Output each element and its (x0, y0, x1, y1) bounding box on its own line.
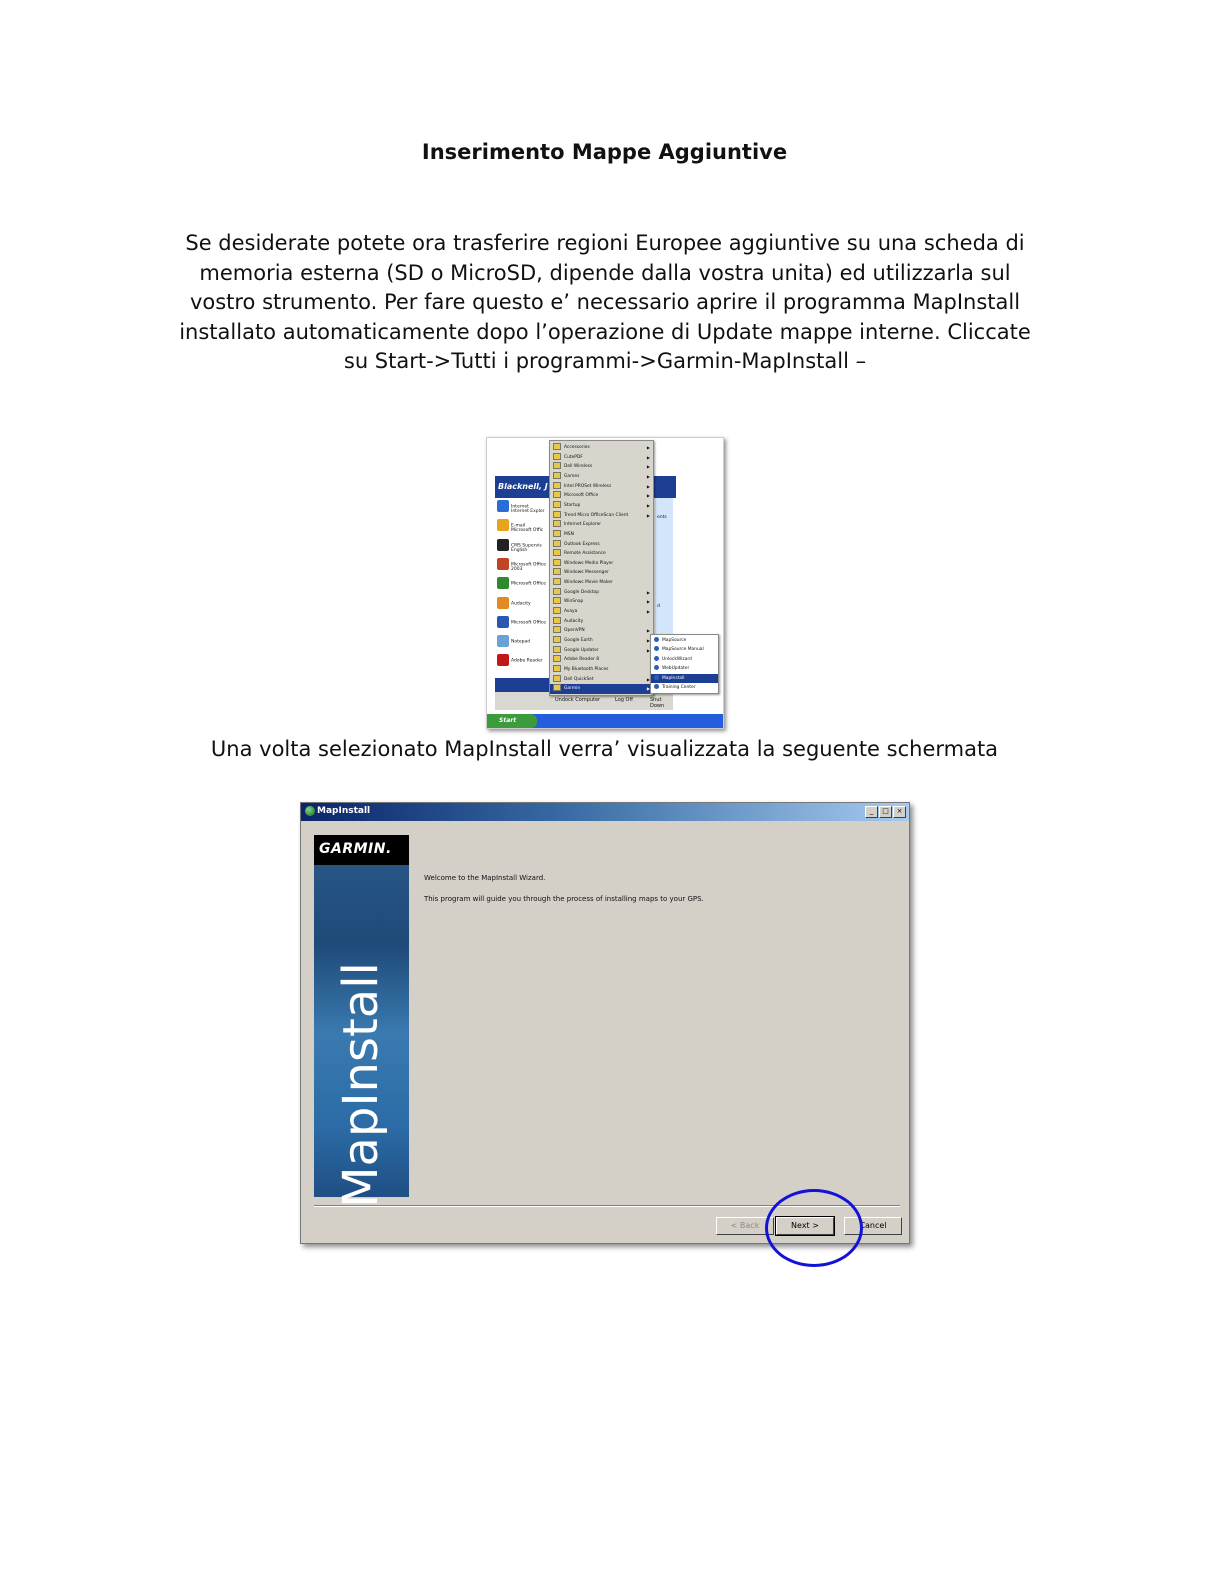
program-icon (497, 616, 509, 628)
folder-icon (553, 597, 561, 604)
start-button[interactable]: Start (487, 714, 537, 728)
program-menu-label: Remote Assistance (564, 551, 606, 557)
program-menu-label: Windows Media Player (564, 560, 614, 566)
program-menu-item[interactable] (550, 453, 653, 463)
intro-paragraph: Se desiderate potete ora trasferire regioni Europee aggiuntive su una scheda di memoria esterna (SD o MicroSD, dipende dalla vostra unita) ed utilizzarla sul vostro strumento. Per fare questo e’ necessario aprire il programma MapInstall installato automaticamente dopo l’operazione di Update mappe interne. Cliccate su Start->Tutti i programmi->Garmin-MapInstall – (179, 231, 1031, 373)
all-programs-menu (549, 440, 654, 696)
garmin-submenu-item[interactable] (651, 636, 718, 646)
submenu-arrow-icon: ▶ (646, 502, 650, 508)
pinned-program-sublabel: English (511, 547, 528, 553)
folder-icon (553, 530, 561, 537)
submenu-arrow-icon: ▶ (646, 609, 650, 615)
program-menu-label: Outlook Express (564, 541, 600, 547)
next-button[interactable]: Next > (776, 1217, 834, 1235)
program-icon (497, 558, 509, 570)
program-menu-label: Adobe Reader 8 (564, 657, 600, 663)
pinned-program-label: Audacity (511, 601, 531, 606)
program-menu-item[interactable] (550, 472, 653, 482)
submenu-arrow-icon: ▶ (646, 512, 650, 518)
pinned-program[interactable] (497, 558, 557, 572)
program-icon (497, 635, 509, 647)
program-menu-item[interactable] (550, 501, 653, 511)
folder-icon (553, 501, 561, 508)
folder-icon (553, 462, 561, 469)
minimize-button[interactable]: _ (865, 806, 878, 818)
pinned-program-label: Internet (511, 504, 529, 510)
pinned-program[interactable] (497, 635, 557, 647)
folder-icon (553, 549, 561, 556)
garmin-submenu-item[interactable] (651, 645, 718, 655)
pinned-program-label: E-mail (511, 523, 526, 529)
program-menu-item[interactable] (550, 675, 653, 685)
program-menu-label: Accessories (564, 445, 590, 450)
folder-icon (553, 636, 561, 643)
program-menu-item[interactable] (550, 636, 653, 646)
program-menu-label: Games (564, 473, 580, 479)
logoff-button[interactable]: Log Off (615, 697, 633, 703)
pinned-program-label: CMS Supervis (511, 543, 542, 549)
garmin-submenu-label: MapInstall (662, 675, 685, 681)
folder-icon (553, 588, 561, 595)
garmin-submenu-item[interactable] (651, 664, 718, 674)
program-menu-label: Audacity (564, 618, 584, 624)
program-menu-item[interactable] (550, 511, 653, 521)
submenu-arrow-icon: ▶ (646, 464, 650, 470)
folder-icon (553, 607, 561, 614)
folder-icon (553, 520, 561, 527)
program-menu-label: Windows Messenger (564, 570, 609, 576)
window-title: MapInstall (317, 806, 371, 816)
submenu-arrow-icon: ▶ (646, 638, 650, 643)
caption: Una volta selezionato MapInstall verra’ visualizzata la seguente schermata (210, 737, 999, 761)
program-menu-label: OpenVPN (564, 628, 585, 634)
pinned-program-sublabel: Microsoft Offic (511, 528, 544, 534)
submenu-arrow-icon: ▶ (646, 483, 650, 489)
garmin-submenu-item[interactable] (651, 674, 718, 684)
submenu-arrow-icon: ▶ (646, 473, 650, 479)
folder-icon (553, 491, 561, 498)
program-menu-label: Google Desktop (564, 589, 599, 595)
program-menu-item[interactable] (550, 462, 653, 472)
folder-icon (553, 684, 561, 691)
program-menu-item[interactable] (550, 520, 653, 530)
program-menu-label: Startup (564, 502, 581, 508)
cancel-button[interactable]: Cancel (844, 1217, 902, 1235)
start-menu-user: Blacknell, J (495, 476, 676, 498)
start-menu-screenshot (486, 437, 724, 729)
folder-icon (553, 568, 561, 575)
garmin-submenu-item[interactable] (651, 655, 718, 665)
program-menu-label: Internet Explorer (564, 522, 602, 528)
folder-icon (553, 626, 561, 633)
garmin-submenu-label: MapSource Manual (662, 647, 704, 653)
program-menu-item[interactable] (550, 646, 653, 656)
shutdown-button[interactable]: Shut Down (650, 697, 665, 709)
window-titlebar (301, 803, 909, 821)
globe-icon (305, 806, 315, 816)
program-icon (497, 500, 509, 512)
submenu-arrow-icon: ▶ (646, 599, 650, 605)
program-menu-item[interactable] (550, 549, 653, 559)
undock-button[interactable]: Undock Computer (555, 697, 601, 703)
folder-icon (553, 443, 561, 450)
pinned-program-label: Notepad (511, 639, 531, 645)
program-menu-label: Dell QuickSet (564, 676, 594, 682)
back-button[interactable]: < Back (716, 1217, 774, 1235)
program-menu-item[interactable] (550, 655, 653, 665)
program-menu-item[interactable] (550, 684, 653, 694)
garmin-logo: GARMIN. (319, 841, 392, 857)
program-menu-label: MSN (564, 531, 574, 537)
program-menu-label: My Bluetooth Places (564, 666, 609, 672)
folder-icon (553, 453, 561, 460)
program-menu-item[interactable] (550, 559, 653, 569)
mapinstall-banner (314, 835, 409, 1208)
pinned-program-sublabel: 2003 (511, 566, 523, 572)
garmin-logo-box (314, 835, 409, 865)
pinned-program-label: Microsoft Office (511, 581, 547, 587)
folder-icon (553, 617, 561, 624)
pinned-program-label: Microsoft Office (511, 562, 547, 568)
page-title: Inserimento Mappe Aggiuntive (421, 140, 788, 164)
program-icon (497, 519, 509, 531)
program-menu-item[interactable] (550, 607, 653, 617)
pinned-program-label: Adobe Reader (511, 658, 543, 664)
program-menu-label: WinSnap (564, 599, 584, 605)
program-menu-item[interactable] (550, 491, 653, 501)
close-button[interactable]: × (893, 806, 906, 818)
program-menu-item[interactable] (550, 482, 653, 492)
garmin-submenu-label: WebUpdater (662, 666, 690, 672)
folder-icon (553, 482, 561, 489)
submenu-arrow-icon: ▶ (646, 686, 650, 692)
pinned-program[interactable] (497, 654, 557, 666)
submenu-arrow-icon: ▶ (646, 628, 650, 634)
folder-icon (553, 540, 561, 547)
program-menu-item[interactable] (550, 588, 653, 598)
right-pane-fragment: ents (657, 515, 667, 520)
highlight-circle (765, 1189, 863, 1267)
program-menu-item[interactable] (550, 578, 653, 588)
pinned-program-label: Microsoft Office (511, 620, 547, 626)
folder-icon (553, 665, 561, 672)
program-menu-label: Avaya (564, 609, 578, 615)
folder-icon (553, 559, 561, 566)
folder-icon (553, 646, 561, 653)
garmin-submenu-label: MapSource (662, 638, 687, 643)
garmin-submenu-label: UnlockWizard (662, 656, 692, 662)
program-menu-item[interactable] (550, 568, 653, 578)
pinned-program[interactable] (497, 539, 557, 553)
program-menu-label: Trend Micro OfficeScan Client (564, 512, 629, 518)
submenu-arrow-icon: ▶ (646, 676, 650, 682)
app-icon (654, 637, 659, 642)
program-menu-item[interactable] (550, 626, 653, 636)
program-menu-label: Windows Movie Maker (564, 580, 613, 586)
folder-icon (553, 675, 561, 682)
banner-text: MapInstall (333, 962, 389, 1208)
folder-icon (553, 472, 561, 479)
submenu-arrow-icon: ▶ (646, 589, 650, 595)
folder-icon (553, 511, 561, 518)
program-menu-label: Microsoft Office (564, 493, 599, 499)
app-icon (654, 665, 659, 670)
program-menu-item[interactable] (550, 540, 653, 550)
program-icon (497, 597, 509, 609)
program-menu-label: Dell Wireless (564, 464, 593, 470)
description-text: This program will guide you through the process of installing maps to your GPS. (424, 895, 704, 903)
program-menu-label: Intel PROSet Wireless (564, 483, 612, 489)
program-menu-item[interactable] (550, 443, 653, 453)
program-icon (497, 577, 509, 589)
program-menu-label: CutePDF (564, 454, 583, 460)
submenu-arrow-icon: ▶ (646, 445, 650, 450)
pinned-program-sublabel: Internet Explor (511, 509, 545, 514)
program-menu-item[interactable] (550, 617, 653, 627)
submenu-arrow-icon: ▶ (646, 493, 650, 499)
program-menu-item[interactable] (550, 665, 653, 675)
pinned-program[interactable] (497, 500, 557, 514)
program-icon (497, 539, 509, 551)
program-menu-item[interactable] (550, 530, 653, 540)
garmin-submenu (650, 634, 719, 694)
pinned-program[interactable] (497, 616, 557, 628)
maximize-button[interactable]: □ (879, 806, 892, 818)
garmin-submenu-item[interactable] (651, 683, 718, 693)
program-menu-label: Google Earth (564, 638, 593, 643)
program-menu-label: Garmin (564, 686, 581, 692)
right-pane-fragment: d (657, 604, 660, 609)
folder-icon (553, 655, 561, 662)
app-icon (654, 656, 659, 661)
app-icon (654, 684, 659, 689)
program-menu-item[interactable] (550, 597, 653, 607)
mapinstall-window (300, 802, 910, 1244)
submenu-arrow-icon: ▶ (646, 647, 650, 653)
app-icon (654, 646, 659, 651)
program-menu-label: Google Updater (564, 647, 599, 653)
folder-icon (553, 578, 561, 585)
program-icon (497, 654, 509, 666)
app-icon (654, 675, 659, 680)
pinned-program[interactable] (497, 577, 557, 589)
submenu-arrow-icon: ▶ (646, 454, 650, 460)
garmin-submenu-label: Training Center (662, 685, 696, 690)
welcome-text: Welcome to the MapInstall Wizard. (424, 874, 546, 882)
pinned-program[interactable] (497, 597, 557, 609)
pinned-program[interactable] (497, 519, 557, 533)
